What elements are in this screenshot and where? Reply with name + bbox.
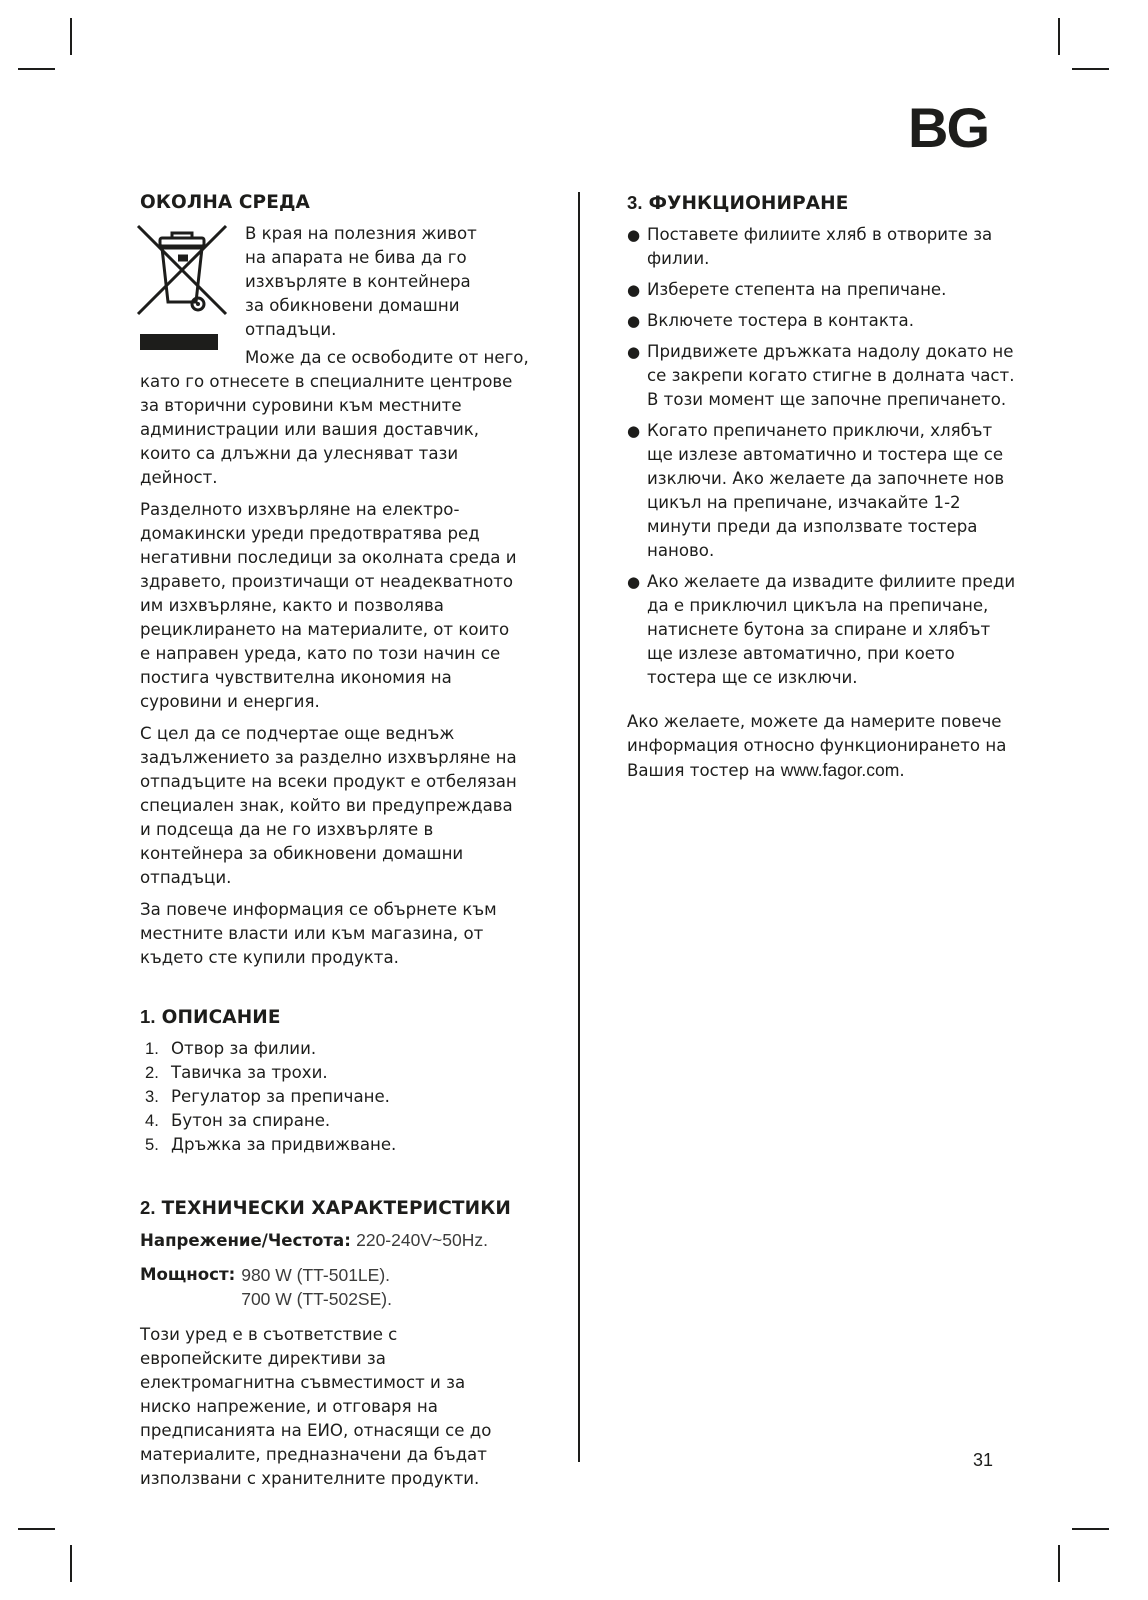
description-section: [140, 1004, 518, 1157]
environment-heading: ОКОЛНА СРЕДА: [140, 192, 310, 213]
step-text: Ако желаете да извадите филиите преди да е приключил цикъла на препичане, натиснете бутона за спиране и хлябът ще излезе автоматично, при което тостера ще се изключи.: [647, 572, 1016, 687]
step-text: Придвижете дръжката надолу докато не се закрепи когато стигне в долната част. В този момент ще започне препичането.: [647, 342, 1015, 409]
step-text: Включете тостера в контакта.: [647, 311, 914, 330]
item-number: 2.: [145, 1063, 159, 1082]
specs-heading: [140, 1195, 518, 1222]
weee-symbol: [140, 222, 245, 350]
language-code: BG: [908, 96, 988, 159]
power-value: 980 W (TT-501LE).: [241, 1265, 391, 1285]
list-item: [140, 1085, 518, 1109]
right-column: [627, 190, 1021, 791]
section-title: ТЕХНИЧЕСКИ ХАРАКТЕРИСТИКИ: [161, 1198, 511, 1219]
intro-line: изхвърляте в контейнера: [245, 272, 471, 291]
crop-mark: [1058, 18, 1060, 55]
list-item: [627, 223, 1021, 271]
intro-line: отпадъци.: [245, 320, 337, 339]
voltage-label: Напрежение/Честота:: [140, 1231, 351, 1250]
list-item: [140, 1037, 518, 1061]
intro-line: на апарата не бива да го: [245, 248, 467, 267]
intro-line: Може да се освободите от него,: [245, 348, 529, 367]
intro-line: В края на полезния живот: [245, 224, 477, 243]
description-heading: [140, 1004, 518, 1031]
section-number: 2.: [140, 1197, 156, 1218]
power-label: Мощност:: [140, 1265, 236, 1284]
operation-heading: [627, 190, 1021, 217]
list-item: [140, 1109, 518, 1133]
item-number: 4.: [145, 1111, 159, 1130]
left-column: [140, 190, 529, 1499]
weee-bar: [140, 334, 218, 350]
intro-line: за обикновени домашни: [245, 296, 460, 315]
website-link[interactable]: www.fagor.com: [780, 760, 900, 780]
step-text: Поставете филиите хляб в отворите за филии.: [647, 225, 993, 268]
crop-mark: [70, 18, 72, 55]
voltage-spec: [140, 1228, 518, 1253]
step-text: Когато препичането приключи, хлябът ще излезе автоматично и тостера ще се изключи. Ако желаете да започнете нов цикъл на препичане, изчакайте 1-2 минути преди да използвате тостера наново.: [647, 421, 1005, 560]
section-title: ОПИСАНИЕ: [161, 1007, 281, 1028]
bullet-icon: ●: [627, 226, 641, 244]
item-number: 3.: [145, 1087, 159, 1106]
crop-mark: [1072, 1528, 1109, 1530]
specs-section: [140, 1195, 518, 1491]
section-title: ФУНКЦИОНИРАНЕ: [648, 193, 849, 214]
bullet-icon: ●: [627, 422, 641, 440]
weee-block: [140, 222, 529, 370]
more-info-text: Ако желаете, можете да намерите повече информация относно функционирането на Вашия тостер на: [627, 712, 1007, 780]
item-text: Отвор за филии.: [171, 1039, 317, 1058]
environment-paragraph: като го отнесете в специалните центрове за вторични суровини към местните администрации или вашия доставчик, които са длъжни да улесняват тази дейност.: [140, 372, 513, 487]
page-number: 31: [972, 1450, 993, 1470]
list-item: [627, 309, 1021, 333]
column-divider: [578, 192, 580, 1462]
item-text: Тавичка за трохи.: [171, 1063, 328, 1082]
weee-intro-text: [245, 222, 529, 370]
item-number: 1.: [145, 1039, 159, 1058]
more-info-paragraph: [627, 710, 1021, 783]
bullet-icon: ●: [627, 281, 641, 299]
crop-mark: [1072, 68, 1109, 70]
section-number: 1.: [140, 1006, 156, 1027]
period: .: [899, 761, 905, 780]
environment-paragraph: Разделното изхвърляне на електро-домакински уреди предотвратява ред негативни последици за околната среда и здравето, произтичащи от неадекватното им изхвърляне, както и позволява рециклирането на материалите, от които е направен уреда, като по този начин се постига чувствителна икономия на суровини и енергия.: [140, 500, 517, 711]
item-text: Дръжка за придвижване.: [171, 1135, 397, 1154]
crop-mark: [18, 68, 55, 70]
bullet-icon: ●: [627, 312, 641, 330]
list-item: [627, 419, 1021, 563]
step-text: Изберете степента на препичане.: [647, 280, 947, 299]
environment-section: [140, 190, 529, 970]
compliance-paragraph: Този уред е в съответствие с европейските директиви за електромагнитна съвместимост и за ниско напрежение, и отговаря на предписанията на ЕИО, отнасящи се до материалите, предназначени да бъдат използвани с хранителните продукти.: [140, 1325, 492, 1488]
crop-mark: [70, 1545, 72, 1582]
list-item: [627, 570, 1021, 690]
crop-mark: [18, 1528, 55, 1530]
operation-section: [627, 190, 1021, 783]
section-number: 3.: [627, 192, 643, 213]
parts-list: [140, 1037, 518, 1157]
item-text: Бутон за спиране.: [171, 1111, 331, 1130]
power-spec: [140, 1263, 518, 1311]
bullet-icon: ●: [627, 573, 641, 591]
list-item: [627, 340, 1021, 412]
item-text: Регулатор за препичане.: [171, 1087, 390, 1106]
power-values: [241, 1263, 392, 1311]
bullet-icon: ●: [627, 343, 641, 361]
operation-steps: [627, 223, 1021, 690]
environment-paragraph: С цел да се подчертае още веднъж задължението за разделно изхвърляне на отпадъците на всеки продукт е отбелязан специален знак, който ви предупреждава и подсеща да не го изхвърляте в контейнера за обикновени домашни отпадъци.: [140, 724, 517, 887]
environment-paragraph: За повече информация се обърнете към местните власти или към магазина, от където сте купили продукта.: [140, 900, 497, 967]
list-item: [627, 278, 1021, 302]
list-item: [140, 1133, 518, 1157]
power-value: 700 W (TT-502SE).: [241, 1289, 392, 1309]
list-item: [140, 1061, 518, 1085]
item-number: 5.: [145, 1135, 159, 1154]
crossed-out-wheelie-bin-icon: [132, 220, 232, 320]
voltage-value: 220-240V~50Hz.: [356, 1230, 488, 1250]
crop-mark: [1058, 1545, 1060, 1582]
